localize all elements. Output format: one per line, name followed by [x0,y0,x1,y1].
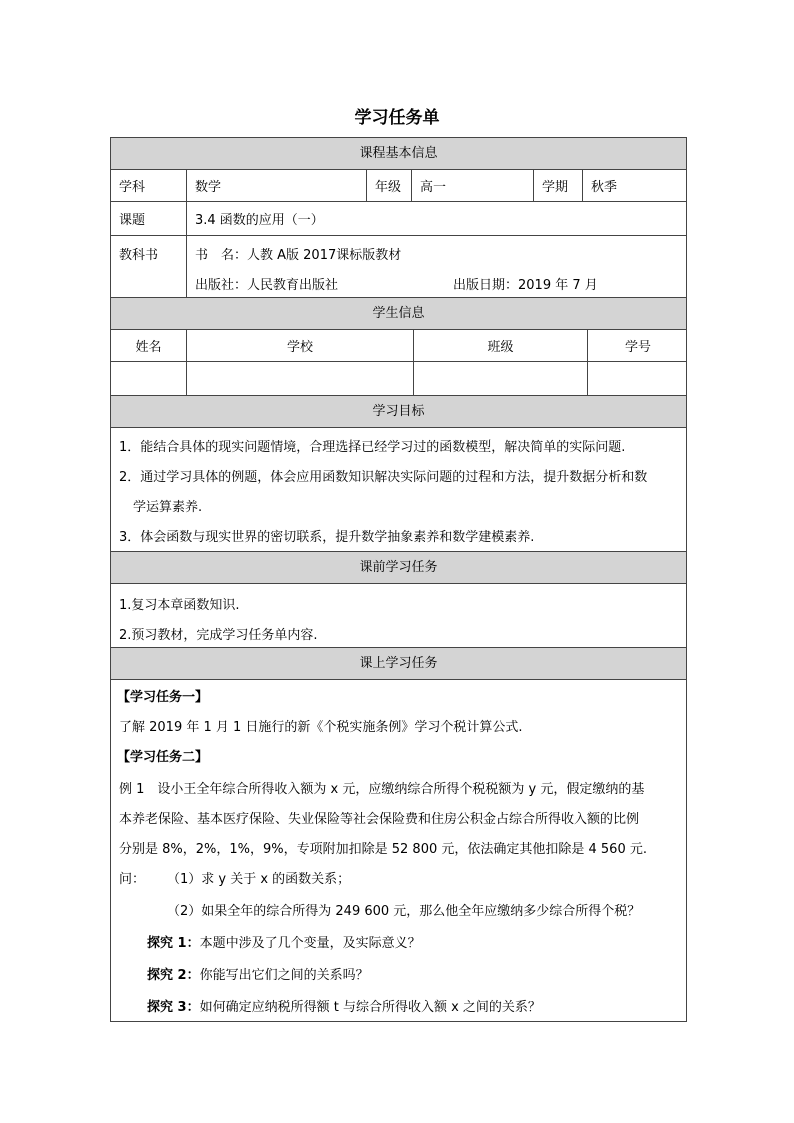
subject-value: 数学 [187,170,367,201]
term-value: 秋季 [591,180,618,195]
name-label: 姓名 [111,330,187,361]
topic-label: 课题 [111,202,187,235]
explore-2-label: 探究 2： [147,968,200,983]
textbook-date: 出版日期：2019 年 7 月 [453,278,598,293]
explore-1 [147,932,421,951]
term-label: 学期 [534,170,583,201]
subject-label: 学科 [111,170,187,201]
student-value-row [111,362,686,396]
textbook-label: 教科书 [111,236,187,297]
task-sheet-table [110,137,687,1022]
class-tasks-body [111,680,686,1021]
course-row-topic [111,202,686,236]
explore-1-label: 探究 1： [147,936,200,951]
task-1-text: 了解 2019 年 1 月 1 日施行的新《个税实施条例》学习个税计算公式. [119,720,523,735]
pre-tasks-body [111,584,686,648]
section-title: 学生信息 [372,306,425,321]
task-1-heading: 【学习任务一】 [117,690,209,705]
question-1: （1）求 y 关于 x 的函数关系； [167,872,351,887]
objective-1: 1．能结合具体的现实问题情境，合理选择已经学习过的函数模型，解决简单的实际问题. [119,440,626,455]
section-header-student [111,298,686,330]
section-header-objectives [111,396,686,428]
pre-task-1: 1.复习本章函数知识. [119,598,240,613]
explore-3 [147,996,541,1015]
example-line-2: 本养老保险、基本医疗保险、失业保险等社会保险费和住房公积金占综合所得收入额的比例 [119,812,640,827]
grade-label: 年级 [367,170,412,201]
section-title: 课前学习任务 [359,560,438,575]
name-value[interactable] [111,362,187,395]
topic-value: 3.4 函数的应用（一） [195,213,324,228]
objective-3: 3．体会函数与现实世界的密切联系，提升数学抽象素养和数学建模素养. [119,530,535,545]
question-label: 问： [119,872,146,887]
example-line-1: 例 1 设小王全年综合所得收入额为 x 元，应缴纳综合所得个税税额为 y 元，假定缴纳的基 [119,782,645,797]
class-label: 班级 [414,330,588,361]
section-title: 课程基本信息 [359,146,438,161]
course-row-subject [111,170,686,202]
student-id-value[interactable] [588,362,688,395]
objective-2-cont: 学运算素养. [133,500,203,515]
section-header-class-tasks [111,648,686,680]
question-2: （2）如果全年的综合所得为 249 600 元，那么他全年应缴纳多少综合所得个税？ [167,904,641,919]
class-value[interactable] [414,362,588,395]
explore-2 [147,964,369,983]
section-title: 学习目标 [372,404,425,419]
textbook-publisher: 出版社：人民教育出版社 [195,278,339,293]
pre-task-2: 2.预习教材，完成学习任务单内容. [119,628,318,643]
textbook-name: 书 名：人教 A版 2017课标版教材 [195,248,402,263]
school-value[interactable] [187,362,414,395]
explore-2-text: 你能写出它们之间的关系吗？ [199,968,369,983]
school-label: 学校 [187,330,414,361]
example-line-3: 分别是 8%，2%，1%，9%，专项附加扣除是 52 800 元，依法确定其他扣除是 4 560 元. [119,842,647,857]
section-header-course [111,138,686,170]
section-header-pre-tasks [111,552,686,584]
grade-value: 高一 [412,170,534,201]
page-title: 学习任务单 [354,108,440,128]
objective-2: 2．通过学习具体的例题，体会应用函数知识解决实际问题的过程和方法，提升数据分析和数 [119,470,648,485]
explore-1-text: 本题中涉及了几个变量，及实际意义？ [199,936,421,951]
student-id-label: 学号 [624,340,651,355]
explore-3-text: 如何确定应纳税所得额 t 与综合所得收入额 x 之间的关系？ [199,1000,541,1015]
student-label-row [111,330,686,362]
section-title: 课上学习任务 [359,656,438,671]
explore-3-label: 探究 3： [147,1000,200,1015]
objectives-body [111,428,686,552]
course-row-textbook [111,236,686,298]
task-2-heading: 【学习任务二】 [117,750,209,765]
